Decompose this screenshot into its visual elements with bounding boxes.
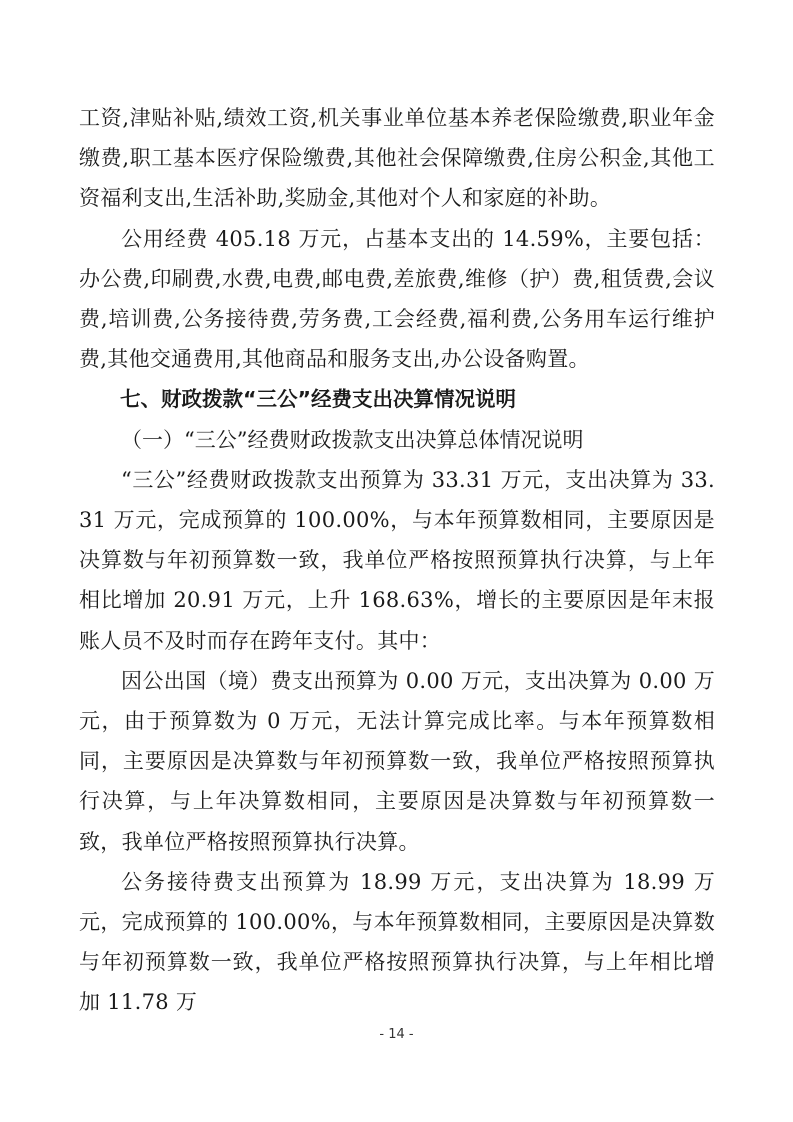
paragraph-three-public-overview: “三公”经费财政拨款支出预算为 33.31 万元，支出决算为 33.31 万元，完成预算的 100.00%，与本年预算数相同，主要原因是决算数与年初预算数一致，我单位严格按照预算执行决算，与上年相比增加 20.91 万元，上升 168.63%，增长的主要原因是年末报账人员不及时而存在跨年支付。其中： xyxy=(79,467,715,653)
paragraph-personnel-items: 工资,津贴补贴,绩效工资,机关事业单位基本养老保险缴费,职业年金缴费,职工基本医疗保险缴费,其他社会保障缴费,住房公积金,其他工资福利支出,生活补助,奖励金,其他对个人和家庭的补助。 xyxy=(79,106,715,211)
paragraph-official-reception: 公务接待费支出预算为 18.99 万元，支出决算为 18.99 万元，完成预算的 100.00%，与本年预算数相同，主要原因是决算数与年初预算数一致，我单位严格按照预算执行决算，与上年相比增加 11.78 万 xyxy=(79,869,715,1015)
section-heading-three-public: 七、财政拨款“三公”经费支出决算情况说明 xyxy=(120,387,516,412)
paragraph-public-expenses: 公用经费 405.18 万元，占基本支出的 14.59%，主要包括：办公费,印刷费,水费,电费,邮电费,差旅费,维修（护）费,租赁费,会议费,培训费,公务接待费,劳务费,工会经费,福利费,公务用车运行维护费,其他交通费用,其他商品和服务支出,办公设备购置。 xyxy=(79,226,715,372)
page-number: - 14 - xyxy=(379,1027,414,1042)
document-body xyxy=(79,98,715,1023)
paragraph-overseas-travel: 因公出国（境）费支出预算为 0.00 万元，支出决算为 0.00 万元，由于预算数为 0 万元，无法计算完成比率。与本年预算数相同，主要原因是决算数与年初预算数一致，我单位严格按照预算执行决算，与上年决算数相同，主要原因是决算数与年初预算数一致，我单位严格按照预算执行决算。 xyxy=(79,668,715,854)
subsection-heading-overview: （一）“三公”经费财政拨款支出决算总体情况说明 xyxy=(121,427,584,452)
